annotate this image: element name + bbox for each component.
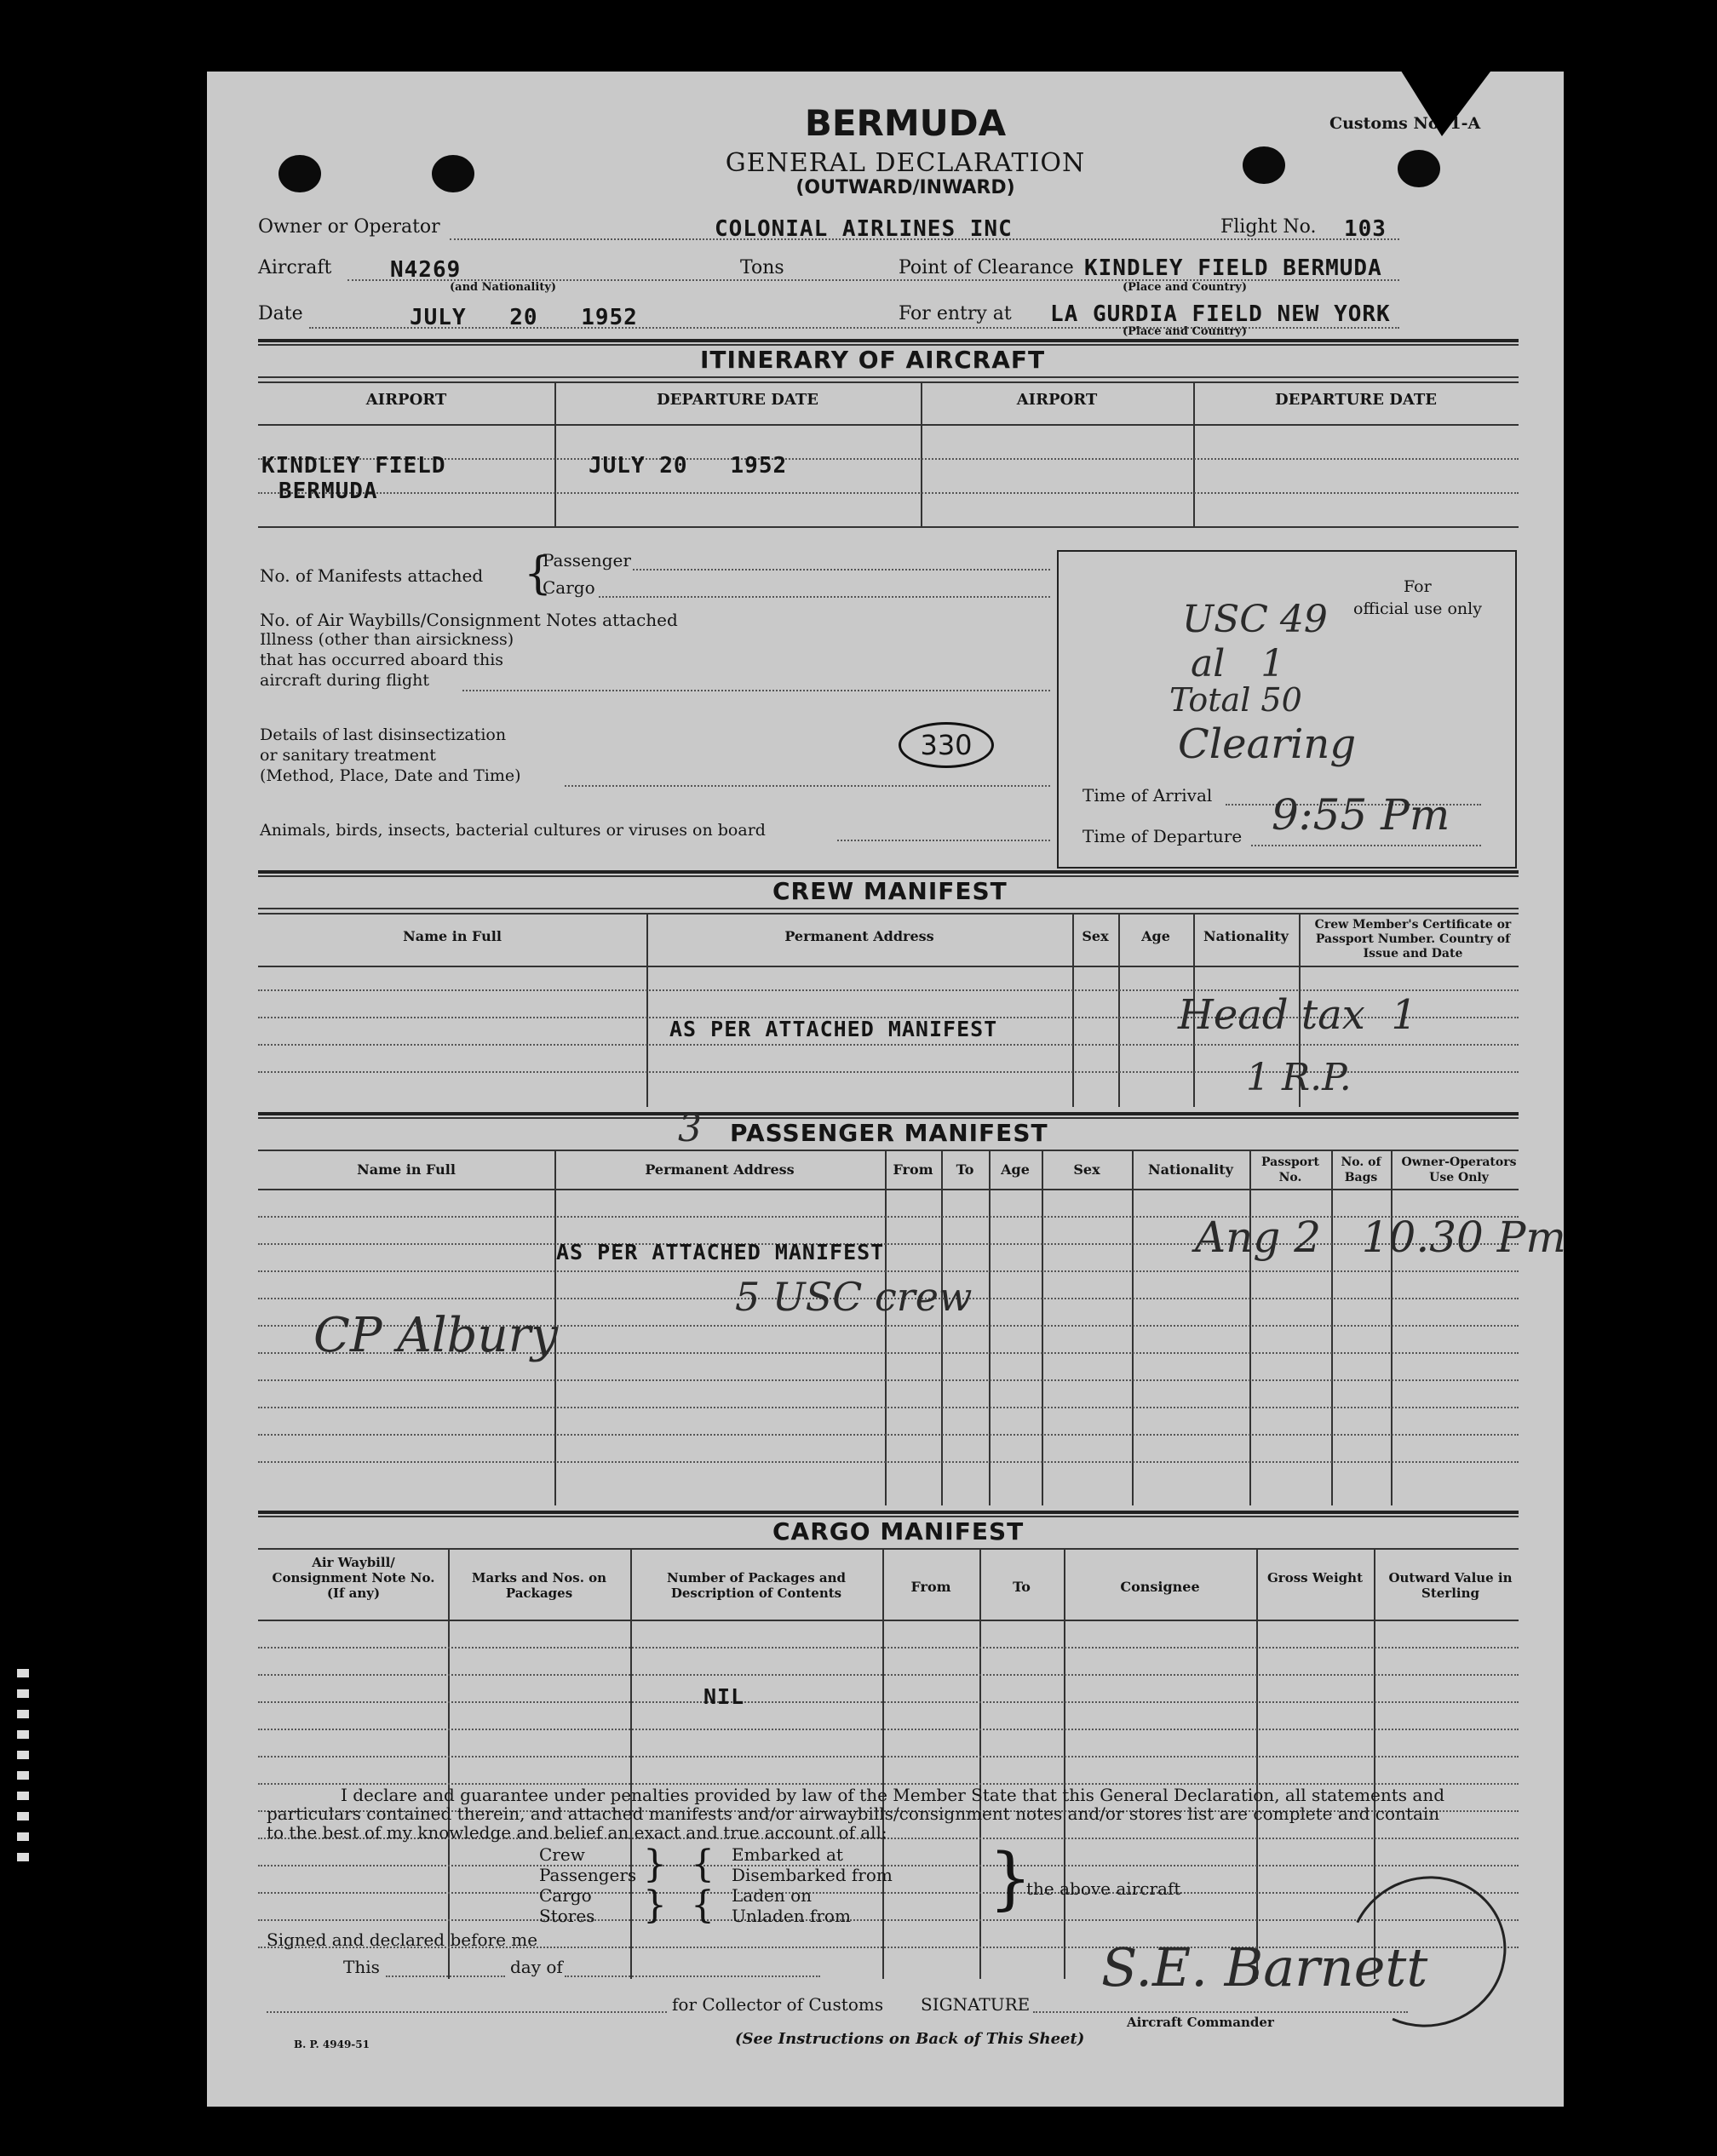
rule [386,1975,505,1977]
column-rule [989,1150,991,1505]
rule [258,1729,1519,1730]
rule [258,966,1519,967]
collector-label: for Collector of Customs [672,1994,884,2015]
rule [258,1270,1519,1272]
flight-label: Flight No. [1220,216,1317,238]
col-nationality: Nationality [1148,1161,1233,1178]
column-rule [1331,1150,1333,1505]
scan-artifact [17,1669,29,1873]
column-rule [1042,1150,1043,1505]
column-rule [1256,1548,1258,1979]
this-label: This [343,1957,380,1977]
col-value: Outward Value in Sterling [1388,1570,1513,1601]
rule [258,1892,1519,1894]
rule [258,492,1519,494]
itinerary-airport-line2: BERMUDA [279,479,378,504]
itinerary-title: ITINERARY OF AIRCRAFT [688,346,1057,374]
official-note-usc: USC 49 [1182,598,1328,641]
column-rule [1391,1150,1393,1505]
col-packages: Number of Packages and Description of Contents [667,1570,846,1601]
rule [462,690,1050,691]
passenger-note-crew: 5 USC crew [735,1274,973,1320]
rule [258,339,1519,342]
punch-hole [432,155,474,192]
official-note-clearing: Clearing [1178,720,1357,768]
passenger-value: AS PER ATTACHED MANIFEST [556,1240,885,1264]
official-label: For [1404,577,1432,596]
rule [258,913,1519,915]
disembarked-option: Disembarked from [732,1865,893,1885]
brace: { [691,1884,715,1927]
brace: } [643,1884,667,1927]
column-rule [1132,1150,1134,1505]
tons-label: Tons [740,257,784,278]
form-direction: (OUTWARD/INWARD) [795,177,1015,198]
punch-hole [1243,146,1285,184]
column-rule [1249,1150,1251,1505]
rule [258,1112,1519,1115]
departure-time-value: 9:55 Pm [1272,790,1450,840]
col-name: Name in Full [403,928,502,944]
passenger-note-signature: CP Albury [313,1308,558,1363]
rule [837,840,1050,841]
form-number: B. P. 4949-51 [294,2038,370,2050]
itinerary-airport-line1: KINDLEY FIELD [261,453,446,479]
illness-label: Illness (other than airsickness) [260,630,514,649]
rule [258,1407,1519,1408]
entry-label: For entry at [899,303,1012,324]
rule [258,908,1519,909]
col-sex: Sex [1073,1161,1100,1178]
form-title: BERMUDA [804,102,1007,144]
punch-hole [279,155,321,192]
column-rule [885,1150,887,1505]
crew-option: Crew [539,1844,585,1865]
rule [258,1701,1519,1703]
col-marks: Marks and Nos. on Packages [471,1570,607,1601]
commander-label: Aircraft Commander [1127,2015,1274,2030]
column-rule [979,1548,981,1979]
crew-value: AS PER ATTACHED MANIFEST [669,1017,998,1041]
crew-note-rp: 1 R.P. [1246,1056,1352,1099]
brace: } [643,1843,667,1886]
col-name: Name in Full [357,1161,456,1178]
col-departure-date: DEPARTURE DATE [1275,391,1437,409]
col-weight: Gross Weight [1266,1570,1364,1585]
illness-label: aircraft during flight [260,671,430,690]
commander-signature: S.E. Barnett [1101,1936,1428,1998]
passengers-option: Passengers [539,1865,637,1885]
passenger-note-time: Ang 2 10.30 Pm [1195,1213,1566,1262]
instructions-note: (See Instructions on Back of This Sheet) [735,2030,1085,2048]
col-departure-date: DEPARTURE DATE [657,391,818,409]
disinsect-label: or sanitary treatment [260,746,436,765]
stamp-330: 330 [899,722,994,768]
rule [258,1756,1519,1757]
declaration-text: particulars contained therein, and attached manifests and/or airwaybills/consignment notes and/or stores list are complete and contain [267,1803,1440,1824]
rule [258,381,1519,383]
passenger-count-mark: 3 [678,1107,702,1150]
brace: { [524,548,553,599]
cargo-option: Cargo [539,1885,592,1906]
cargo-label: Cargo [543,577,595,598]
col-age: Age [1001,1161,1030,1178]
col-airport: AIRPORT [365,391,447,409]
official-note-total: Total 50 [1169,681,1302,719]
rule [258,1919,1519,1921]
rule [258,458,1519,460]
col-passport: Passport No. [1261,1155,1319,1184]
rule [267,2011,667,2013]
rule [258,1434,1519,1436]
rule [633,569,1050,571]
col-nationality: Nationality [1203,928,1289,944]
disinsect-label: Details of last disinsectization [260,725,507,744]
aircraft-label: Aircraft [258,257,332,278]
rule [258,1461,1519,1463]
rule [258,1674,1519,1676]
aircraft-value: N4269 [390,257,462,283]
rule [258,1379,1519,1381]
rule [258,1548,1519,1550]
rule [258,1620,1519,1621]
manifests-label: No. of Manifests attached [260,565,484,586]
date-value: JULY 20 1952 [410,305,638,330]
column-rule [448,1548,450,1979]
rule [1033,2011,1408,2013]
clearance-label: Point of Clearance [899,257,1074,278]
declaration-form [207,72,1564,2107]
col-consignee: Consignee [1120,1579,1200,1595]
cargo-value: NIL [703,1684,745,1709]
rule [258,1189,1519,1190]
col-age: Age [1141,928,1170,944]
day-of-label: day of [510,1957,563,1977]
form-subtitle: GENERAL DECLARATION [725,148,1086,178]
rule [258,870,1519,874]
rule [258,1511,1519,1514]
col-sex: Sex [1082,928,1109,944]
col-address: Permanent Address [645,1161,795,1178]
place-country-note: (Place and Country) [1123,325,1247,338]
col-waybill: Air Waybill/ Consignment Note No. (If any) [272,1555,435,1601]
column-rule [1064,1548,1065,1979]
rule [565,785,1050,787]
column-rule [941,1150,943,1505]
customs-number: Customs No. 1-A [1329,114,1481,133]
column-rule [630,1548,632,1979]
rule [258,526,1519,528]
col-address: Permanent Address [784,928,934,944]
brace: { [691,1843,715,1886]
scan-corner [1399,68,1493,136]
passenger-label: Passenger [543,550,631,571]
laden-option: Laden on [732,1885,813,1906]
place-country-note: (Place and Country) [1123,281,1247,294]
rule [258,1044,1519,1046]
arrival-label: Time of Arrival [1082,785,1213,806]
flight-value: 103 [1344,216,1387,242]
col-from: From [893,1161,933,1178]
rule [599,596,1050,598]
rule [258,424,1519,426]
animals-label: Animals, birds, insects, bacterial cultures or viruses on board [260,821,766,840]
embarked-option: Embarked at [732,1844,843,1865]
col-bags: No. of Bags [1341,1155,1381,1184]
column-rule [882,1548,884,1979]
unladen-option: Unladen from [732,1906,851,1926]
col-airport: AIRPORT [1016,391,1098,409]
itinerary-departure: JULY 20 1952 [589,453,788,479]
rule [258,376,1519,378]
brace: } [989,1838,1032,1918]
rule [1251,845,1481,846]
col-certificate: Crew Member's Certificate or Passport Number. Country of Issue and Date [1314,918,1512,960]
aircraft-note: (and Nationality) [450,281,557,294]
col-to: To [956,1161,974,1178]
crew-note-headtax: Head tax 1 [1178,991,1417,1039]
official-note-al: al 1 [1191,642,1285,685]
departure-time-label: Time of Departure [1082,826,1243,846]
owner-label: Owner or Operator [258,216,440,238]
disinsect-label: (Method, Place, Date and Time) [260,766,521,785]
rule [258,1150,1519,1151]
entry-value: LA GURDIA FIELD NEW YORK [1050,301,1391,327]
cargo-title: CARGO MANIFEST [761,1517,1036,1545]
col-owner-use: Owner-Operators Use Only [1401,1155,1517,1184]
owner-value: COLONIAL AIRLINES INC [715,216,1013,242]
stores-option: Stores [539,1906,595,1926]
signature-loop [1328,1854,1528,2049]
declaration-text: I declare and guarantee under penalties provided by law of the Member State that this General Declaration, all statements and [341,1785,1445,1805]
waybills-label: No. of Air Waybills/Consignment Notes attached [260,610,678,630]
declaration-text: to the best of my knowledge and belief an exact and true account of all: [267,1822,887,1843]
crew-title: CREW MANIFEST [761,877,1019,905]
date-label: Date [258,303,303,324]
rule [565,1975,820,1977]
clearance-value: KINDLEY FIELD BERMUDA [1084,255,1382,281]
passenger-title: PASSENGER MANIFEST [718,1119,1060,1147]
above-aircraft: the above aircraft [1026,1878,1181,1899]
rule [258,1647,1519,1649]
punch-hole [1398,150,1440,187]
signed-label: Signed and declared before me [267,1930,538,1950]
illness-label: that has occurred aboard this [260,651,504,669]
col-from: From [910,1579,951,1595]
signature-label: SIGNATURE [921,1994,1031,2015]
official-label: official use only [1353,599,1482,618]
col-to: To [1013,1579,1031,1595]
